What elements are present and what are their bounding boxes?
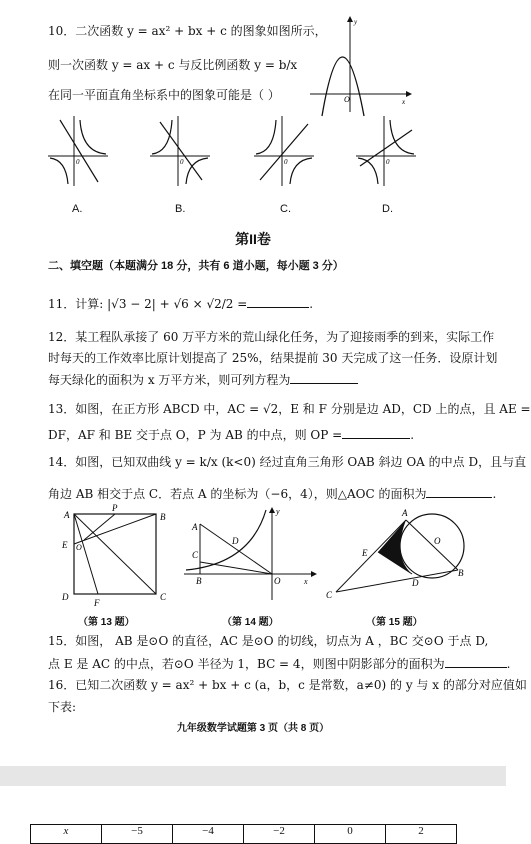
fig15-label-o: O <box>434 536 441 546</box>
section2-heading: 二、填空题（本题满分 18 分，共有 6 道小题，每小题 3 分） <box>48 260 344 272</box>
q10-option-b-label[interactable]: B. <box>175 203 186 215</box>
fig13-label-d: D <box>62 592 69 602</box>
q10-parabola-figure <box>306 12 416 122</box>
q10-option-d-label[interactable]: D. <box>382 203 393 215</box>
fig14-label-o: O <box>274 576 281 586</box>
fig15-label-e: E <box>362 548 368 558</box>
table-cell: 0 <box>315 825 386 844</box>
svg-text:x: x <box>402 98 406 106</box>
q12-text: 每天绿化的面积为 x 万平方米，则可列方程为 <box>48 373 291 387</box>
table-cell: −5 <box>102 825 173 844</box>
page-gap <box>0 766 506 786</box>
fig13-label-b: B <box>160 512 166 522</box>
fig14-label-x: x <box>304 577 308 586</box>
fig14-label-d: D <box>232 536 239 546</box>
fig13-label-e: E <box>62 540 68 550</box>
q14-answer-blank[interactable] <box>426 486 492 498</box>
q11-line: 11．计算: |√3 − 2| + √6 × √2/2 = . <box>48 297 314 311</box>
q15-line2: 点 E 是 AC 的中点，若⊙O 半径为 1，BC = 4，则图中阴影部分的面积为 . <box>48 657 511 671</box>
table-cell: x <box>31 825 102 844</box>
q14-line1: 14．如图，已知双曲线 y = k/x (k<0) 经过直角三角形 OAB 斜边 OA 的中点 D，且与直 <box>48 455 527 469</box>
fig15-caption: （第 15 题） <box>366 617 423 628</box>
q13-text: DF，AF 和 BE 交于点 O，P 为 AB 的中点，则 OP = <box>48 428 343 442</box>
q10-option-c-label[interactable]: C. <box>280 203 291 215</box>
q10-option-a-graph <box>46 114 110 188</box>
svg-text:0: 0 <box>180 158 184 166</box>
fig13-square-figure <box>56 502 176 610</box>
q10-option-d-graph <box>354 114 418 188</box>
svg-text:0: 0 <box>386 158 390 166</box>
q10-option-b-graph <box>148 114 212 188</box>
table-cell: −4 <box>173 825 244 844</box>
q13-answer-blank[interactable] <box>342 427 410 439</box>
fig13-caption: （第 13 题） <box>78 617 135 628</box>
fig15-label-d: D <box>412 578 419 588</box>
q10-option-c-graph <box>252 114 316 188</box>
q13-line2: DF，AF 和 BE 交于点 O，P 为 AB 的中点，则 OP = . <box>48 428 415 442</box>
fig15-label-a: A <box>402 508 408 518</box>
fig13-label-p: P <box>112 503 118 513</box>
table-row <box>31 825 457 844</box>
q11-answer-blank[interactable] <box>247 296 309 308</box>
section-title: 第II卷 <box>235 231 271 247</box>
fig14-label-c: C <box>192 550 199 560</box>
svg-text:O: O <box>344 95 350 104</box>
q12-line2: 时每天的工作效率比原计划提高了 25%，结果提前 30 天完成了这一任务．设原计划 <box>48 351 498 365</box>
q11-text: 11．计算: |√3 − 2| + √6 × √2/2 = <box>48 297 248 311</box>
fig13-label-o: O <box>76 543 82 552</box>
q12-line1: 12．某工程队承接了 60 万平方米的荒山绿化任务，为了迎接雨季的到来，实际工作 <box>48 330 495 344</box>
q12-line3 <box>48 372 358 388</box>
svg-text:0: 0 <box>76 158 80 166</box>
page-footer: 九年级数学试题第 3 页（共 8 页） <box>176 723 330 734</box>
table-cell: 2 <box>386 825 457 844</box>
q10-line1: 10．二次函数 y = ax² + bx + c 的图象如图所示， <box>48 24 327 38</box>
table-cell: −2 <box>244 825 315 844</box>
q10-line3: 在同一平面直角坐标系中的图象可能是（ ） <box>48 88 280 102</box>
fig14-label-a: A <box>192 522 198 532</box>
q14-line2: 角边 AB 相交于点 C．若点 A 的坐标为（−6，4），则△AOC 的面积为 . <box>48 487 497 501</box>
fig13-label-a: A <box>64 510 70 520</box>
fig13-label-f: F <box>94 598 100 608</box>
fig15-label-b: B <box>458 568 464 578</box>
fig14-caption: （第 14 题） <box>222 617 279 628</box>
fig14-label-b: B <box>196 576 202 586</box>
q16-line1: 16．已知二次函数 y = ax² + bx + c (a，b，c 是常数，a≠0) 的 y 与 x 的部分对应值如 <box>48 678 527 692</box>
q10-option-a-label[interactable]: A. <box>72 203 83 215</box>
fig14-label-y: y <box>276 507 280 516</box>
svg-text:y: y <box>354 18 358 26</box>
q15-line1: 15．如图， AB 是⊙O 的直径，AC 是⊙O 的切线，切点为 A ，BC 交⊙O 于点 D, <box>48 634 489 648</box>
q16-line2: 下表: <box>48 700 77 714</box>
fig15-label-c: C <box>326 590 333 600</box>
q10-line2: 则一次函数 y = ax + c 与反比例函数 y = b/x <box>48 58 298 72</box>
q15-text: 点 E 是 AC 的中点，若⊙O 半径为 1，BC = 4，则图中阴影部分的面积为 <box>48 657 445 671</box>
q14-text: 角边 AB 相交于点 C．若点 A 的坐标为（−6，4），则△AOC 的面积为 <box>48 487 427 501</box>
svg-text:0: 0 <box>284 158 288 166</box>
q15-answer-blank[interactable] <box>445 656 507 668</box>
fig13-label-c: C <box>160 592 167 602</box>
fig14-hyperbola-figure <box>180 504 320 604</box>
q12-answer-blank[interactable] <box>290 372 358 384</box>
q13-line1: 13．如图，在正方形 ABCD 中，AC = √2，E 和 F 分别是边 AD，CD 上的点，且 AE = <box>48 402 531 416</box>
q16-value-table <box>30 824 457 844</box>
fig15-circle-figure <box>322 506 472 606</box>
